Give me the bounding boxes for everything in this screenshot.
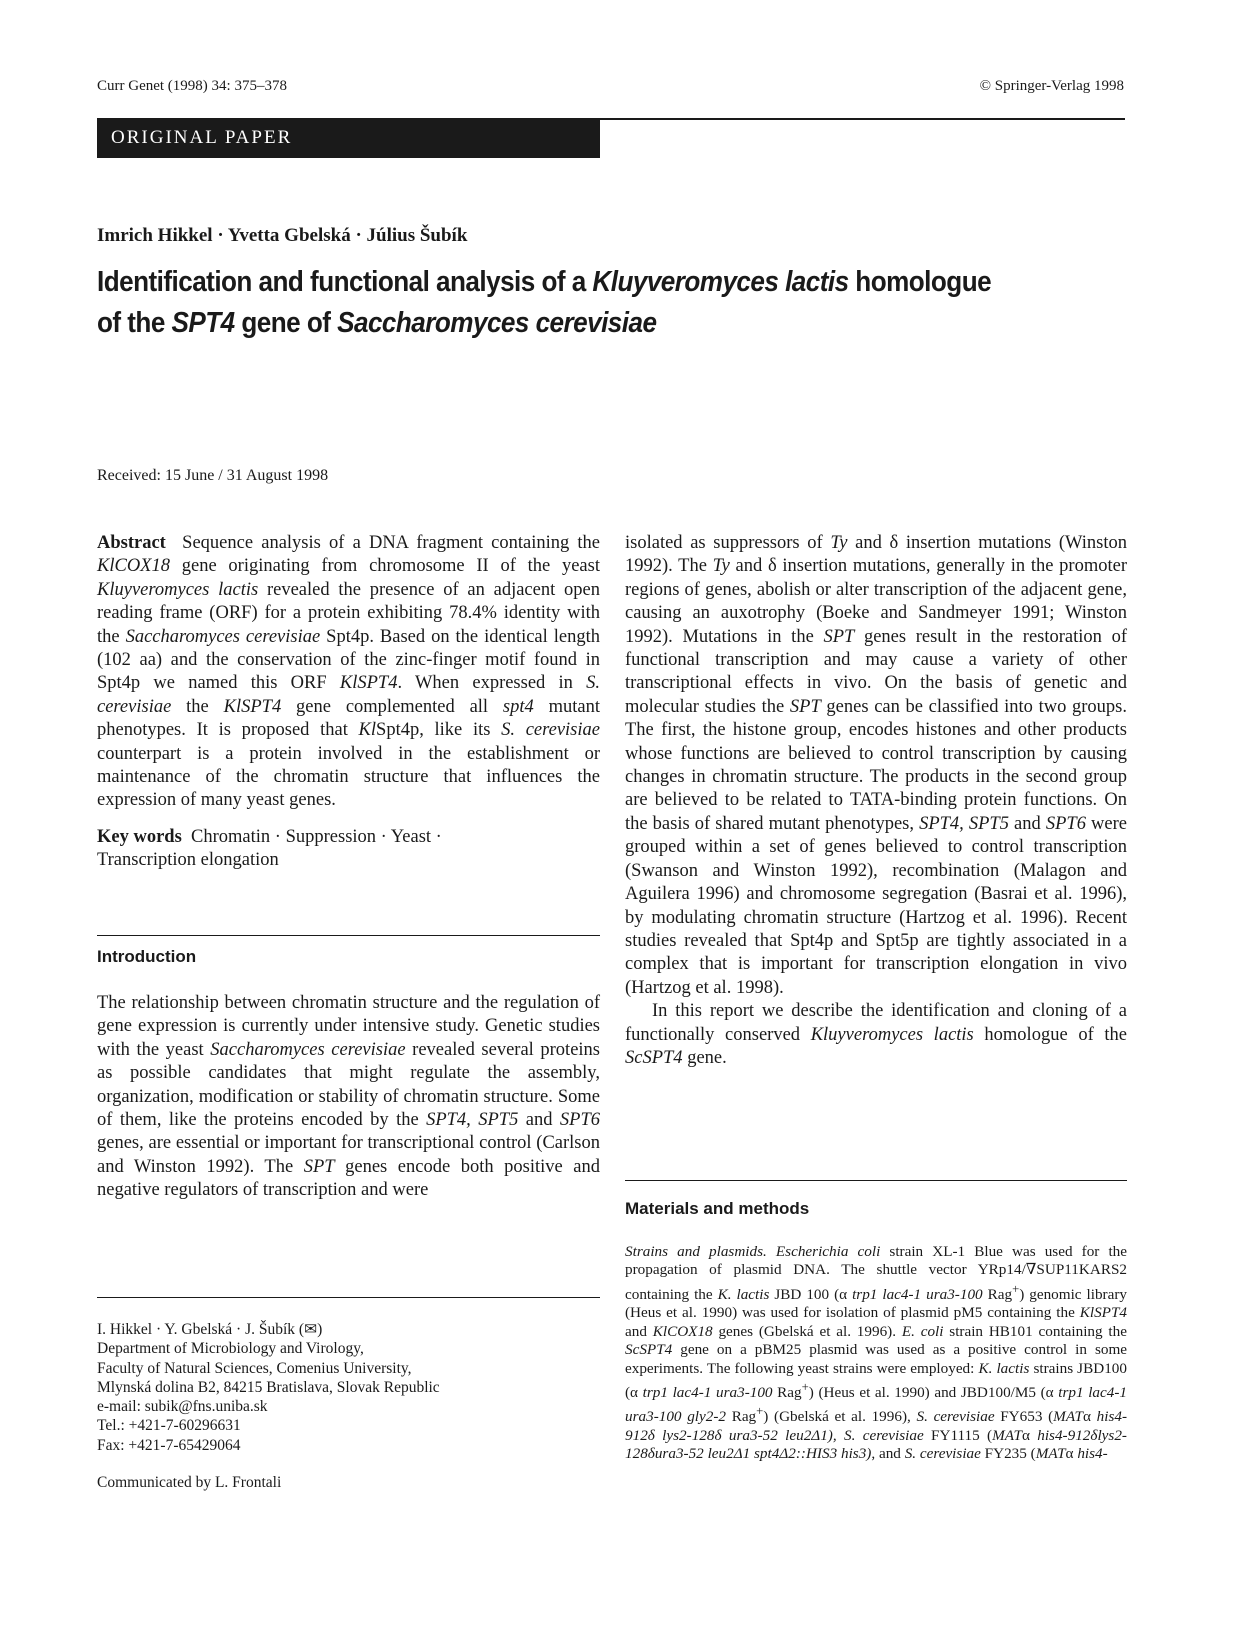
affiliation (97, 1320, 600, 1455)
affiliation-phone: Tel.: +421-7-60296631 (97, 1417, 241, 1435)
copyright: © Springer-Verlag 1998 (979, 78, 1124, 94)
introduction-heading: Introduction (97, 947, 197, 966)
materials-text: Strains and plasmids. Escherichia coli strain XL-1 Blue was used for the propagation of plasmid DNA. The shuttle vector YRp14/∇SUP11KARS2 containing the K. lactis JBD 100 (α trp1 lac4-1 ura3-100 Rag+) genomic library (Heus et al. 1990) was used for isolation of plasmid pM5 containing the KlSPT4 and KlCOX18 genes (Gbelská et al. 1996). E. coli strain HB101 containing the ScSPT4 gene on a pBM25 plasmid was used as a positive control in some experiments. The following yeast strains were employed: K. lactis strains JBD100 (α trp1 lac4-1 ura3-100 Rag+) (Heus et al. 1990) and JBD100/M5 (α trp1 lac4-1 ura3-100 gly2-2 Rag+) (Gbelská et al. 1996), S. cerevisiae FY653 (MATα his4-912δ lys2-128δ ura3-52 leu2Δ1), S. cerevisiae FY1115 (MATα his4-912δlys2-128δura3-52 leu2Δ1 spt4Δ2::HIS3 his3), and S. cerevisiae FY235 (MATα his4- (625, 1243, 1128, 1463)
authors: Imrich Hikkel · Yvetta Gbelská · Július Šubík (97, 225, 468, 246)
received-date: Received: 15 June / 31 August 1998 (97, 467, 329, 484)
footnote-rule (97, 1297, 600, 1298)
header-rule (600, 118, 1125, 120)
introduction-text: The relationship between chromatin structure and the regulation of gene expression is currently under intensive study. Genetic studies with the yeast Saccharomyces cerevisiae revealed several proteins as possible candidates that might regulate the assembly, organization, modification or stability of chromatin structure. Some of them, like the proteins encoded by the SPT4, SPT5 and SPT6 genes, are essential or important for transcriptional control (Carlson and Winston 1992). The SPT genes encode both positive and negative regulators of transcription and were (97, 993, 600, 1201)
paper-title: Identification and functional analysis of a Kluyveromyces lactis homologue of the SPT4 gene of Saccharomyces cerevisiae (97, 266, 992, 339)
communicated-by: Communicated by L. Frontali (97, 1474, 282, 1491)
abstract: Abstract Sequence analysis of a DNA fragment containing the KlCOX18 gene originating from chromosome II of the yeast Kluyveromyces lactis revealed the presence of an adjacent open reading frame (ORF) for a protein exhibiting 78.4% identity with the Saccharomyces cerevisiae Spt4p. Based on the identical length (102 aa) and the conservation of the zinc-finger motif found in Spt4p we named this ORF KlSPT4. When expressed in S. cerevisiae the KlSPT4 gene complemented all spt4 mutant phenotypes. It is proposed that KlSpt4p, like its S. cerevisiae counterpart is a protein involved in the establishment or maintenance of the chromatin structure that influences the expression of many yeast genes. (97, 533, 600, 811)
section-rule (97, 935, 600, 936)
left-column (97, 532, 600, 873)
affiliation-line: Mlynská dolina B2, 84215 Bratislava, Slovak Republic (97, 1378, 440, 1396)
right-column: isolated as suppressors of Ty and δ insertion mutations (Winston 1992). The Ty and δ insertion mutations, generally in the promoter regions of genes, abolish or alter transcription of the adjacent gene, causing an auxotrophy (Boeke and Sandmeyer 1991; Winston 1992). Mutations in the SPT genes result in the restoration of functional transcription and may cause a variety of other transcriptional effects in vivo. On the basis of genetic and molecular studies the SPT genes can be classified into two groups. The first, the histone group, encodes histones and other products whose functions are believed to control transcription by causing changes in chromatin structure. The products in the second group are believed to be related to TATA-binding protein functions. On the basis of shared mutant phenotypes, SPT4, SPT5 and SPT6 were grouped within a set of genes believed to control transcription (Swanson and Winston 1992), recombination (Malagon and Aguilera 1996) and chromosome segregation (Basrai et al. 1996), by modulating chromatin structure (Hartzog et al. 1996). Recent studies revealed that Spt4p and Spt5p are tightly associated in a complex that is important for transcription elongation in vivo (Hartzog et al. 1998). In this report we describe the identification and cloning of a functionally conserved Kluyveromyces lactis homologue of the ScSPT4 gene. (625, 533, 1127, 1068)
key-words: Key words Chromatin · Suppression · Yeast · Transcription elongation (97, 826, 442, 871)
journal-reference: Curr Genet (1998) 34: 375–378 (97, 78, 287, 94)
materials-heading: Materials and methods (625, 1199, 810, 1218)
section-rule (625, 1180, 1127, 1181)
affiliation-line: Faculty of Natural Sciences, Comenius University, (97, 1359, 412, 1377)
affiliation-fax: Fax: +421-7-65429064 (97, 1436, 241, 1454)
affiliation-email: e-mail: subik@fns.uniba.sk (97, 1398, 268, 1416)
affiliation-line: Department of Microbiology and Virology, (97, 1340, 364, 1358)
affiliation-names: I. Hikkel · Y. Gbelská · J. Šubík (✉) (97, 1321, 323, 1338)
article-type-banner: ORIGINAL PAPER (97, 118, 600, 158)
